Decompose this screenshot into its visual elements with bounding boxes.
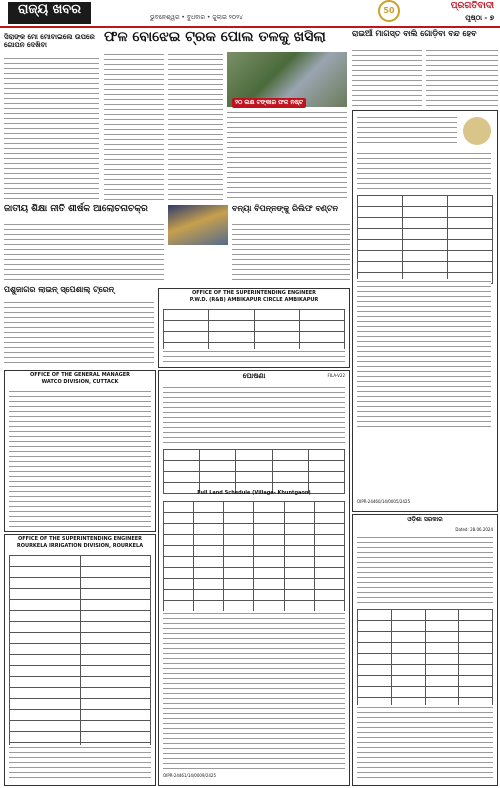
main-body-col1 [104, 52, 164, 200]
main-body-col3 [227, 110, 347, 200]
bottom-left-body [4, 300, 154, 365]
section-title: ରାଜ୍ୟ ଖବର [8, 2, 91, 24]
right-headline: ରାଇଆଁ ମାଗସ୍ତ ବାଲି ଗୋଡ଼ିବା ବନ୍ଦ ହେବ [352, 29, 477, 38]
notice-date: Dated: 28.06.2024 [455, 527, 493, 532]
anniversary-badge: 50 [378, 0, 400, 22]
notice-footer-ref: OIPR-24460/14/0005/2425 [357, 499, 411, 504]
left-top-body [4, 56, 99, 202]
main-body-col2 [168, 52, 223, 200]
right-notice-title: ଓଡ଼ିଶା ସରକାର [407, 516, 443, 523]
gm-notice [4, 370, 156, 532]
right-notice-table [357, 609, 493, 720]
dateline: ଭୁବନେଶ୍ୱର • ବୁଧବାର • ଜୁଲାଇ ୨୦୨୪ [150, 14, 243, 21]
tender-table [357, 195, 493, 284]
gm-title: OFFICE OF THE GENERAL MANAGER [30, 372, 130, 378]
masthead-rule [0, 26, 500, 28]
education-headline: ଜାତୀୟ ଶିକ୍ଷା ନୀତି ଶୀର୍ଷକ ଆଲୋଚନାଚକ୍ର [4, 204, 148, 214]
right-body-col2 [426, 48, 498, 108]
gm-sub: WATCO DIVISION, CUTTACK [41, 379, 119, 385]
right-body-col1 [352, 48, 422, 108]
right-tender-notice [352, 110, 498, 512]
left-top-headline: ସିରାଙ୍କ ମୋ ମୋବାଇଲେ ଉପରେ ଗୋପନ ଦେଖିବା [4, 33, 95, 49]
land-table-1 [163, 449, 345, 494]
rourkela-title: OFFICE OF THE SUPERINTENDING ENGINEER [17, 536, 143, 542]
main-tag: ୨୦ ଲକ୍ଷ ଟଙ୍କାର ଫଳ ନଷ୍ଟ [232, 98, 306, 108]
rourkela-sub: ROURKELA IRRIGATION DIVISION, ROURKELA [16, 543, 144, 549]
page-number: ପୃଷ୍ଠା - ୭ [465, 14, 494, 22]
emblem-icon [463, 117, 491, 145]
bottom-left-headline: ପଶୁଜାଗର ଲାଇନ୍ ସ୍ପେଶାଲ୍ ଟ୍ରେନ୍ [4, 285, 115, 294]
rourkela-notice [4, 534, 156, 786]
land-acquisition-notice [158, 370, 350, 786]
main-headline: ଫଳ ବୋଝେଇ ଟ୍ରକ ପୋଲ ତଳକୁ ଖସିଲା [104, 29, 326, 45]
pwd-sub: P.W.D. (R&B) AMBIKAPUR CIRCLE AMBIKAPUR [189, 297, 319, 303]
masthead [0, 0, 500, 26]
land-footer-ref: OIPR-24461/14/0009/2425 [163, 773, 217, 778]
pwd-tender-notice [158, 288, 350, 368]
seminar-photo [168, 205, 228, 245]
pwd-title: OFFICE OF THE SUPERINTENDING ENGINEER [191, 290, 317, 296]
fila-code: FILA-V22 [327, 373, 345, 378]
rourkela-table [9, 555, 151, 776]
land-notice-title: ଘୋଷଣା [242, 372, 266, 380]
education-body [4, 222, 164, 282]
newspaper-brand: ପ୍ରଗତିବାଦୀ [450, 1, 494, 11]
right-bottom-notice [352, 514, 498, 786]
land-schedule-title: Full Land Schedule (Village- Khuntgaon) [197, 490, 311, 496]
flood-headline: ବନ୍ୟା ବିପନ୍ନଙ୍କୁ ରିଲିଫ ବଣ୍ଟନ [232, 204, 339, 213]
flood-body [232, 222, 350, 282]
pwd-table [163, 309, 345, 354]
